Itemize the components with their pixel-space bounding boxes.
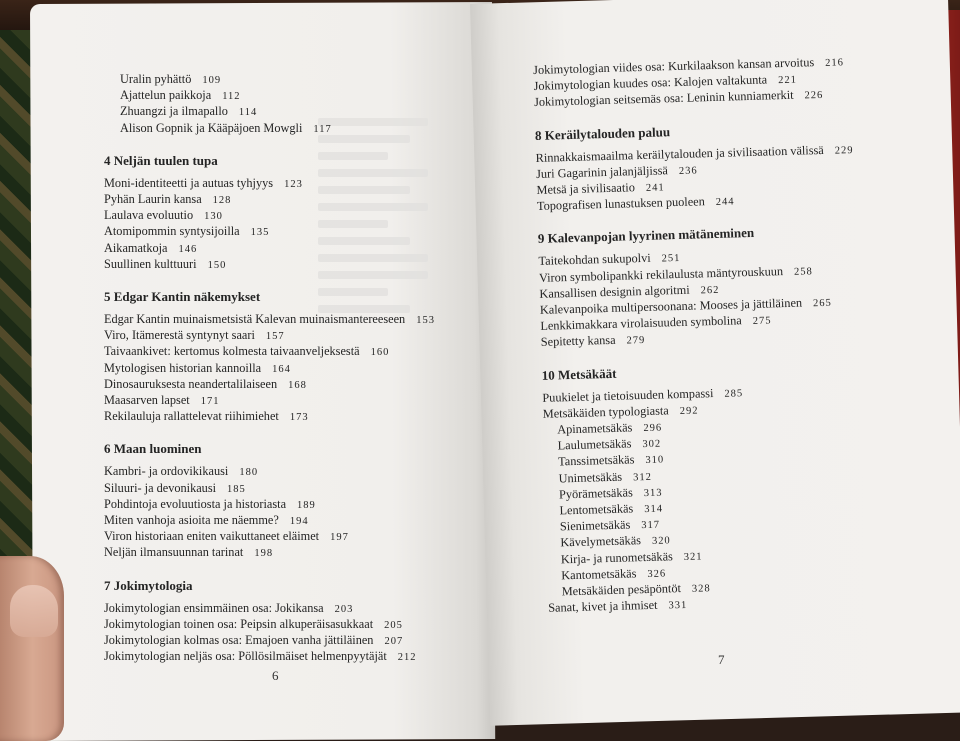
left-page-toc <box>104 72 435 665</box>
toc-entry: Metsä ja sivilisaatio 241 <box>536 180 665 197</box>
toc-entry: Sanat, kivet ja ihmiset 331 <box>548 598 688 616</box>
toc-entry: Pyhän Laurin kansa 128 <box>104 192 232 207</box>
toc-entry: Kansallisen designin algoritmi 262 <box>539 282 720 301</box>
toc-subentry: Laulumetsäkäs 302 <box>557 436 662 453</box>
toc-entry: Kambri- ja ordovikikausi 180 <box>104 464 259 479</box>
toc-entry: Jokimytologian viides osa: Kurkilaakson kansan arvoitus 216 <box>533 55 845 77</box>
toc-entry: Topografisen lunastuksen puoleen 244 <box>536 194 735 214</box>
toc-entry: Ajattelun paikkoja 112 <box>120 88 241 103</box>
toc-entry: Sepitetty kansa 279 <box>540 333 646 350</box>
toc-entry: Neljän ilmansuunnan tarinat 198 <box>104 545 274 560</box>
toc-subentry: Tanssimetsäkäs 310 <box>557 452 665 469</box>
chapter-heading: 10 Metsäkäät <box>541 365 617 383</box>
chapter-heading: 5 Edgar Kantin näkemykset <box>104 289 261 305</box>
toc-entry: Kalevanpoika multipersoonana: Mooses ja jättiläinen 265 <box>539 295 832 317</box>
toc-entry: Mytologisen historian kannoilla 164 <box>104 360 291 375</box>
toc-entry: Lenkkimakkara virolaisuuden symbolina 275 <box>540 313 772 334</box>
toc-entry: Viron historiaan eniten vaikuttaneet eläimet 197 <box>104 529 349 544</box>
toc-entry: Dinosauruksesta neandertalilaiseen 168 <box>104 376 307 391</box>
toc-entry: Jokimytologian toinen osa: Peipsin alkuperäisasukkaat 205 <box>104 616 403 631</box>
toc-entry: Laulava evoluutio 130 <box>104 208 223 223</box>
toc-entry: Taivaankivet: kertomus kolmesta taivaanveljeksestä 160 <box>104 344 390 359</box>
toc-entry: Jokimytologian ensimmäinen osa: Jokikansa 203 <box>104 600 354 615</box>
toc-subentry: Pyörämetsäkäs 313 <box>558 485 663 502</box>
toc-entry: Miten vanhoja asioita me näemme? 194 <box>104 513 309 528</box>
toc-entry: Viron symbolipankki rekilaulusta mäntyrouskuun 258 <box>538 263 813 285</box>
toc-subentry: Sienimetsäkäs 317 <box>559 517 661 534</box>
toc-entry: Jokimytologian kuudes osa: Kalojen valtakunta 221 <box>533 72 798 94</box>
thumb <box>0 556 64 741</box>
toc-entry: Uralin pyhättö 109 <box>120 72 222 86</box>
toc-subentry: Lentometsäkäs 314 <box>559 501 664 518</box>
page-number-left: 6 <box>272 668 279 683</box>
toc-entry: Siluuri- ja devonikausi 185 <box>104 480 246 495</box>
chapter-heading: 9 Kalevanpojan lyyrinen mätäneminen <box>537 225 755 247</box>
toc-entry: Rekilauluja rallattelevat riihimiehet 173 <box>104 409 309 424</box>
toc-entry: Jokimytologian neljäs osa: Pöllösilmäiset helmenpyytäjät 212 <box>104 649 417 664</box>
chapter-heading: 7 Jokimytologia <box>104 577 193 593</box>
toc-entry: Aikamatkoja 146 <box>104 240 198 255</box>
right-page-toc <box>533 54 866 617</box>
toc-entry: Jokimytologian kolmas osa: Emajoen vanha jättiläinen 207 <box>104 633 404 648</box>
toc-subentry: Kirja- ja runometsäkäs 321 <box>560 548 703 567</box>
toc-entry: Rinnakkaismaailma keräilytalouden ja sivilisaation välissä 229 <box>535 142 854 165</box>
toc-entry: Suullinen kulttuuri 150 <box>104 256 227 271</box>
toc-entry: Juri Gagarinin jalanjäljissä 236 <box>535 163 698 181</box>
toc-entry: Taitekohdan sukupolvi 251 <box>538 251 681 269</box>
toc-subentry: Unimetsäkäs 312 <box>558 469 653 486</box>
toc-entry: Puukielet ja tietoisuuden kompassi 285 <box>542 385 744 405</box>
toc-subentry: Kantometsäkäs 326 <box>561 566 667 583</box>
toc-entry: Maasarven lapset 171 <box>104 393 220 408</box>
toc-entry: Alison Gopnik ja Kääpäjoen Mowgli 117 <box>120 120 332 135</box>
page-number-right: 7 <box>718 652 725 667</box>
toc-entry: Moni-identiteetti ja autuas tyhjyys 123 <box>104 175 303 190</box>
toc-entry: Atomipommin syntysijoilla 135 <box>104 224 270 239</box>
toc-subentry: Kävelymetsäkäs 320 <box>560 533 671 550</box>
thumbnail <box>10 585 58 637</box>
chapter-heading: 8 Keräilytalouden paluu <box>534 123 671 143</box>
toc-entry: Pohdintoja evoluutiosta ja historiasta 189 <box>104 496 316 511</box>
chapter-heading: 4 Neljän tuulen tupa <box>104 152 218 168</box>
chapter-heading: 6 Maan luominen <box>104 441 202 457</box>
toc-entry: Viro, Itämerestä syntynyt saari 157 <box>104 328 285 343</box>
toc-entry: Zhuangzi ja ilmapallo 114 <box>120 104 258 119</box>
toc-entry: Edgar Kantin muinaismetsistä Kalevan muinaismantereeseen 153 <box>104 312 435 327</box>
toc-subentry: Apinametsäkäs 296 <box>557 420 663 437</box>
toc-entry: Metsäkäiden typologiasta 292 <box>542 403 699 421</box>
toc-entry: Jokimytologian seitsemäs osa: Leninin kunniamerkit 226 <box>533 88 824 110</box>
toc-subentry: Metsäkäiden pesäpöntöt 328 <box>561 581 711 599</box>
